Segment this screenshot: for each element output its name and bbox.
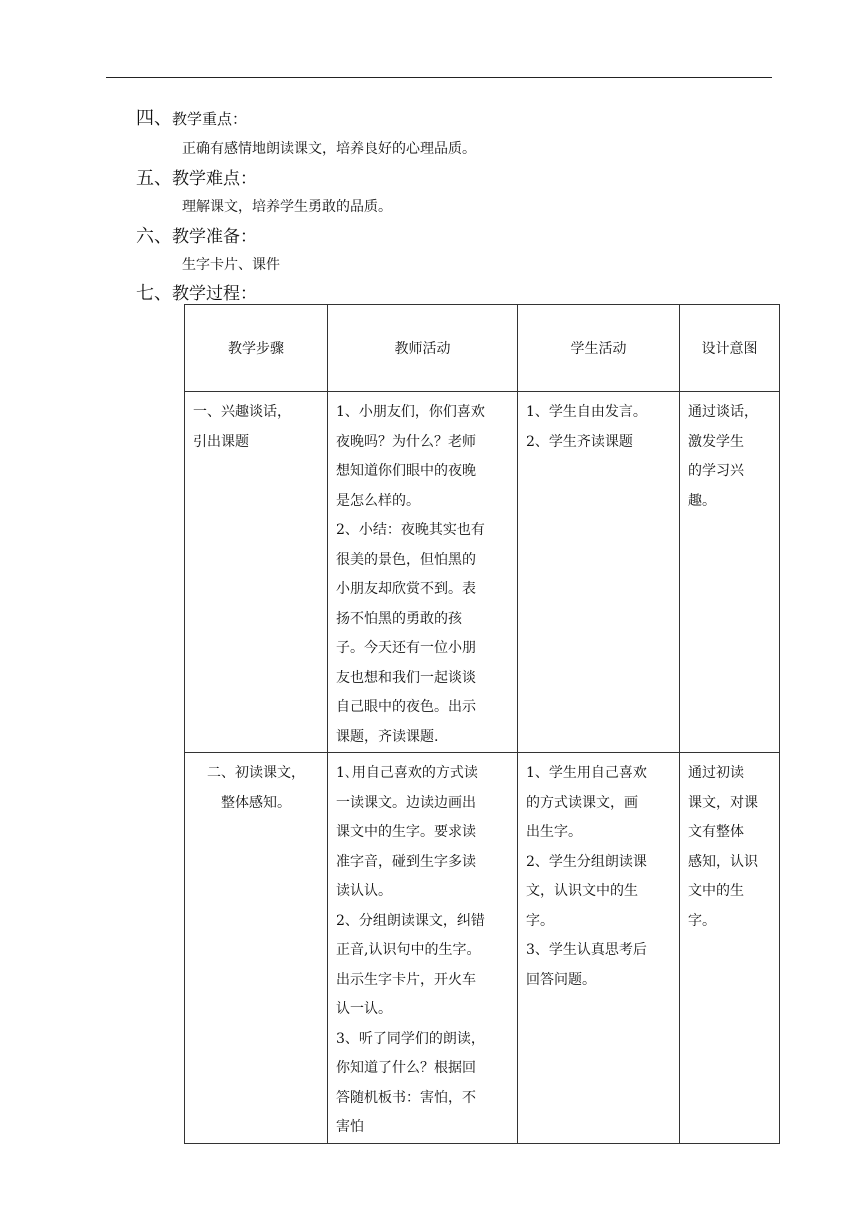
student-cell	[518, 753, 680, 1144]
cell-line: 你知道了什么？根据回	[336, 1060, 476, 1076]
intent-cell	[680, 392, 780, 753]
step-cell	[185, 753, 328, 1144]
cell-line: 的方式读课文，画	[526, 794, 638, 811]
cell-line: 子。今天还有一位小朋	[336, 640, 476, 656]
section-number: 六、	[136, 226, 172, 247]
section-title: 教学难点：	[172, 169, 257, 189]
header-teacher: 教师活动	[328, 305, 518, 392]
section-number: 四、	[136, 108, 172, 129]
cell-line: 一读课文。边读边画出	[336, 794, 476, 811]
section-title: 教学过程：	[172, 284, 257, 304]
cell-line: 激发学生	[688, 433, 744, 450]
section-content: 正确有感情地朗读课文，培养良好的心理品质。	[182, 141, 476, 157]
cell-line: 扬不怕黑的勇敢的孩	[336, 610, 462, 627]
cell-line: 通过初读	[688, 765, 744, 781]
cell-line: 1、学生用自己喜欢	[526, 765, 647, 781]
header-student: 学生活动	[518, 305, 680, 392]
cell-line: 2、学生分组朗读课	[526, 853, 647, 870]
cell-line: 3、听了同学们的朗读，	[336, 1030, 485, 1047]
cell-line: 答随机板书：害怕，不	[336, 1089, 476, 1106]
section-number: 七、	[136, 283, 172, 304]
cell-line: 文，认识文中的生	[526, 883, 638, 899]
section-process	[136, 283, 257, 305]
cell-line: 准字音，碰到生字多读	[336, 853, 476, 870]
lesson-table	[184, 304, 780, 1144]
cell-line: 很美的景色，但怕黑的	[336, 551, 476, 568]
cell-line: 回答问题。	[526, 971, 596, 988]
step-cell	[185, 392, 328, 753]
cell-line: 课题，齐读课题.	[336, 728, 439, 745]
cell-line: 想知道你们眼中的夜晚	[336, 463, 476, 479]
cell-line: 感知，认识	[688, 853, 758, 870]
cell-line: 2、学生齐读课题	[526, 433, 633, 450]
cell-line: 3、学生认真思考后	[526, 942, 647, 958]
section-preparation	[136, 226, 257, 248]
cell-line: 趣。	[688, 492, 716, 509]
section-content: 理解课文，培养学生勇敢的品质。	[182, 199, 392, 215]
intent-cell	[680, 753, 780, 1144]
cell-line: 课文中的生字。要求读	[336, 824, 476, 840]
table-row	[185, 753, 780, 1144]
student-cell	[518, 392, 680, 753]
cell-line: 一、兴趣谈话，	[193, 404, 291, 420]
section-title: 教学重点：	[172, 110, 248, 128]
cell-line: 1、学生自由发言。	[526, 404, 647, 420]
cell-line: 二、初读课文，	[207, 765, 305, 781]
cell-line: 夜晚吗？为什么？老师	[336, 433, 476, 450]
table-header-row	[185, 305, 780, 392]
cell-line: 2、小结：夜晚其实也有	[336, 522, 485, 538]
cell-line: 课文，对课	[688, 794, 758, 811]
section-title: 教学准备：	[172, 227, 257, 247]
cell-line: 认一认。	[336, 1001, 392, 1017]
cell-line: 的学习兴	[688, 463, 744, 479]
cell-line: 自己眼中的夜色。出示	[336, 699, 476, 715]
cell-line: 2、分组朗读课文，纠错	[336, 912, 485, 929]
section-difficulties	[136, 168, 257, 190]
cell-line: 引出课题	[193, 433, 249, 450]
table-row	[185, 392, 780, 753]
cell-line: 正音,认识句中的生字。	[336, 942, 481, 958]
header-rule	[106, 77, 772, 78]
cell-line: 通过谈话，	[688, 404, 758, 420]
header-step: 教学步骤	[185, 305, 328, 392]
cell-line: 小朋友却欣赏不到。表	[336, 581, 476, 597]
teacher-cell	[328, 392, 518, 753]
cell-line: 读认认。	[336, 883, 392, 899]
cell-line: 友也想和我们一起谈谈	[336, 669, 476, 686]
cell-line: 出生字。	[526, 824, 582, 840]
teacher-cell	[328, 753, 518, 1144]
section-number: 五、	[136, 168, 172, 189]
section-key-points	[136, 108, 247, 130]
cell-line: 字。	[526, 912, 554, 929]
cell-line: 文有整体	[688, 824, 744, 840]
cell-line: 字。	[688, 912, 716, 929]
cell-line: 出示生字卡片，开火车	[336, 971, 476, 988]
section-content: 生字卡片、课件	[182, 257, 280, 273]
cell-line: 文中的生	[688, 883, 744, 899]
cell-line: 是怎么样的。	[336, 492, 420, 509]
cell-line: 1、小朋友们，你们喜欢	[336, 404, 485, 420]
cell-line: 害怕	[336, 1119, 364, 1135]
cell-line: 1､用自己喜欢的方式读	[336, 765, 478, 781]
header-intent: 设计意图	[680, 305, 780, 392]
cell-line: 整体感知。	[221, 794, 291, 811]
